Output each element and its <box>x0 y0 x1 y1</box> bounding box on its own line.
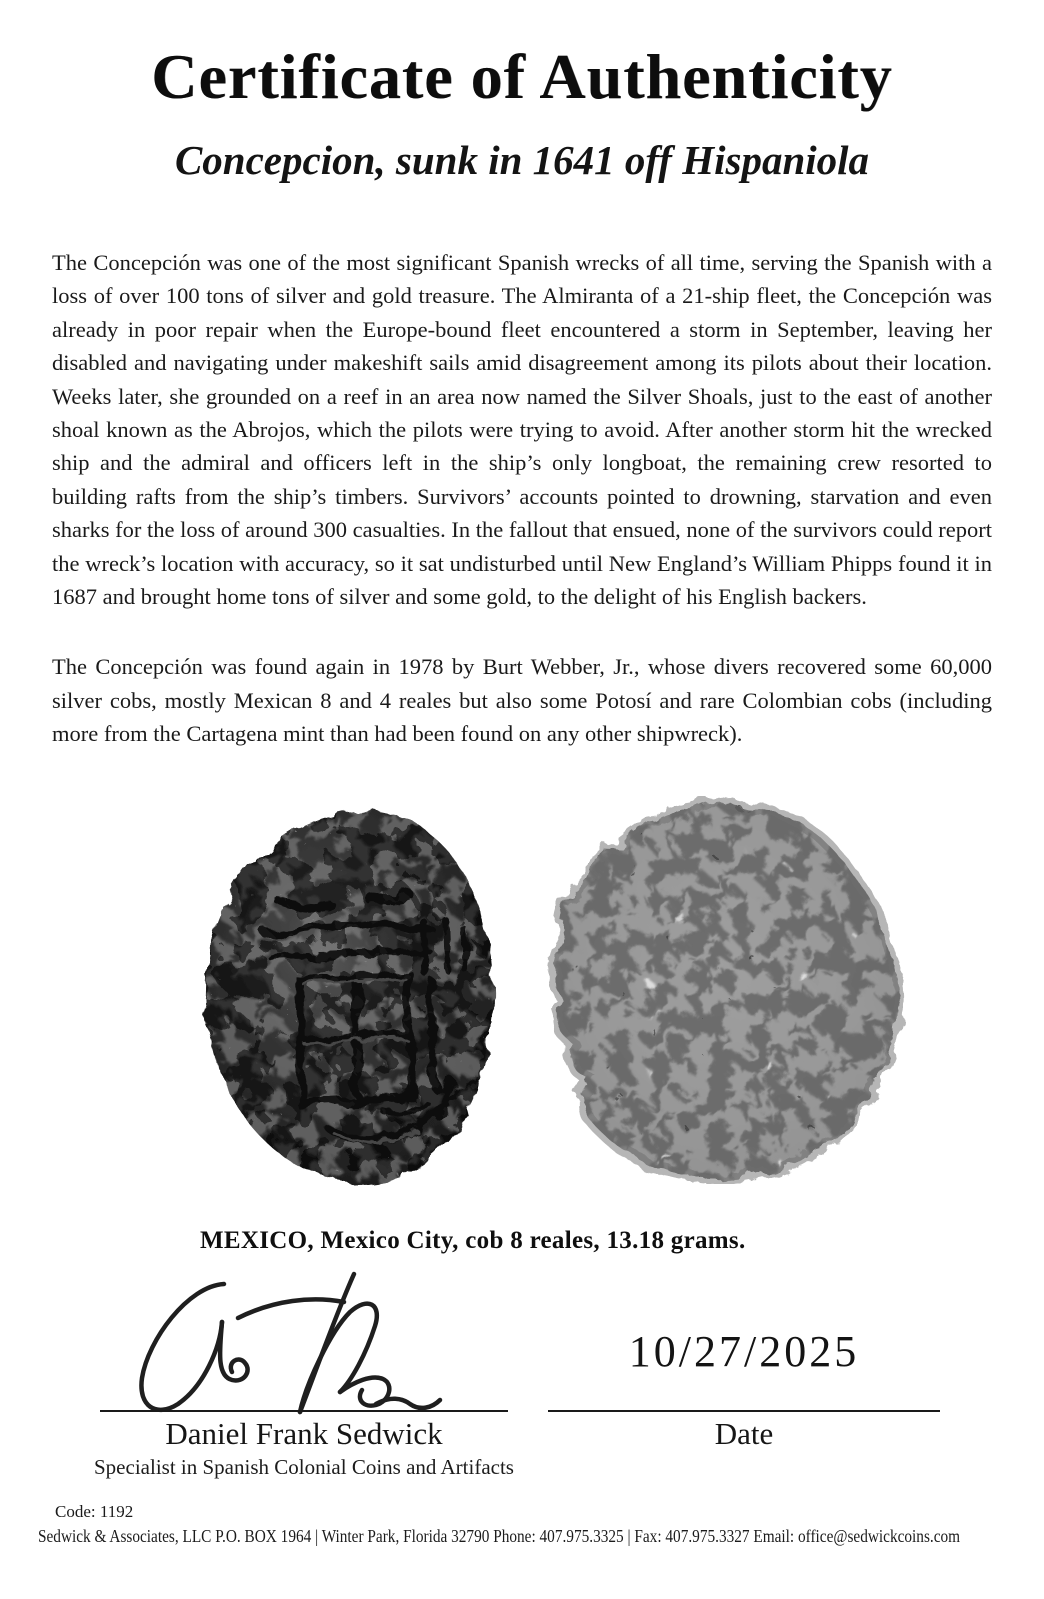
signer-name: Daniel Frank Sedwick <box>165 1416 443 1451</box>
signature-line <box>100 1410 508 1412</box>
date-line <box>548 1410 940 1412</box>
signer-role: Specialist in Spanish Colonial Coins and Artifacts <box>94 1455 514 1479</box>
coin-obverse-photo <box>180 801 522 1189</box>
signature-image <box>92 1256 444 1436</box>
certificate-title: Certificate of Authenticity <box>151 41 893 112</box>
certificate-body <box>52 246 992 751</box>
history-paragraph-2: The Concepción was found again in 1978 by Burt Webber, Jr., whose divers recovered some 60,000 silver cobs, mostly Mexican 8 and 4 reales but also some Potosí and rare Colombian cobs (including more from the Cartagena mint than had been found on any other shipwreck). <box>52 654 992 747</box>
date-value: 10/27/2025 <box>628 1327 860 1376</box>
company-contact-line: Sedwick & Associates, LLC P.O. BOX 1964 | Winter Park, Florida 32790 Phone: 407.975.3325 | Fax: 407.975.3327 Email: office@sedwickcoins.com <box>38 1526 961 1546</box>
history-paragraph-1: The Concepción was one of the most significant Spanish wrecks of all time, serving the Spanish with a loss of over 100 tons of silver and gold treasure. The Almiranta of a 21-ship fleet, the Concepción was already in poor repair when the Europe-bound fleet encountered a storm in September, leaving her disabled and navigating under makeshift sails amid disagreement among its pilots about their location. Weeks later, she grounded on a reef in an area now named the Silver Shoals, just to the east of another shoal known as the Abrojos, which the pilots were trying to avoid. After another storm hit the wrecked ship and the admiral and officers left in the ship’s only longboat, the remaining crew resorted to building rafts from the ship’s timbers. Survivors’ accounts pointed to drowning, starvation and even sharks for the loss of around 300 casualties. In the fallout that ensued, none of the survivors could report the wreck’s location with accuracy, so it sat undisturbed until New England’s William Phipps found it in 1687 and brought home tons of silver and some gold, to the delight of his English backers. <box>52 250 992 610</box>
coin-obverse-surface <box>205 809 494 1182</box>
certificate-subtitle: Concepcion, sunk in 1641 off Hispaniola <box>174 137 870 183</box>
coin-photos <box>180 796 910 1192</box>
coin-reverse-photo <box>513 796 907 1184</box>
certificate-code: Code: 1192 <box>55 1502 134 1521</box>
coin-reverse-surface <box>555 804 897 1179</box>
coin-description: MEXICO, Mexico City, cob 8 reales, 13.18 grams. <box>200 1227 746 1254</box>
date-label: Date <box>714 1416 774 1451</box>
